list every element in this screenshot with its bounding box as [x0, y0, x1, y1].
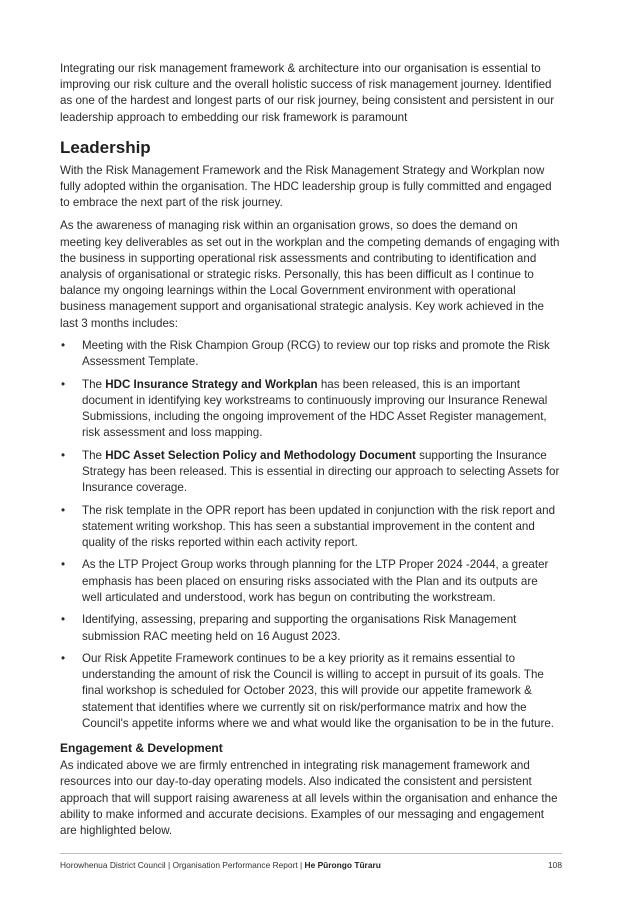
bullet-icon: •	[61, 613, 66, 627]
engagement-heading: Engagement & Development	[60, 741, 223, 756]
leadership-paragraph-1: With the Risk Management Framework and the Risk Management Strategy and Workplan now fully adopted within the organisation. The HDC leadership group is fully committed and engaged to embrace the next part of the risk journey.	[60, 163, 552, 210]
bullet-icon: •	[61, 448, 66, 462]
list-item: • Identifying, assessing, preparing and supporting the organisations Risk Management submission RAC meeting held on 16 August 2023.	[61, 613, 517, 643]
leadership-heading: Leadership	[60, 137, 151, 157]
bullet-icon: •	[61, 558, 66, 572]
leadership-paragraph-2: As the awareness of managing risk within an organisation grows, so does the demand on meeting key deliverables as set out in the workplan and the competing demands of engaging with the business in supporting operational risk assessments and contributing to identification and analysis of organisational or strategic risks. Personally, this has been difficult as I continue to balance my ongoing learnings within the Local Government environment with operational business management support and organisational strategic analysis. Key work achieved in the last 3 months includes:	[60, 219, 560, 330]
list-item: • Meeting with the Risk Champion Group (RCG) to review our top risks and promote the Risk Assessment Template.	[61, 338, 550, 369]
bullet-icon: •	[61, 652, 66, 666]
bullet-icon: •	[61, 503, 66, 517]
key-work-list	[60, 338, 560, 732]
list-item: • The HDC Asset Selection Policy and Methodology Document supporting the Insurance Strategy has been released. This is essential in directing our approach to selecting Assets for Insurance coverage.	[61, 448, 560, 495]
page-number: 108	[548, 860, 562, 870]
engagement-paragraph: As indicated above we are firmly entrenched in integrating risk management framework and resources into our day-to-day operating models. Also indicated the consistent and persistent approach that will support raising awareness at all levels within the organisation and enhance the ability to make informed and accurate decisions. Examples of our messaging and engagement are highlighted below.	[60, 759, 558, 837]
page-footer	[60, 860, 562, 871]
list-item: • The HDC Insurance Strategy and Workplan has been released, this is an important document in identifying key workstreams to continuously improving our Insurance Renewal Submissions, including the ongoing improvement of the HDC Asset Register management, risk assessment and loss mapping.	[61, 377, 548, 440]
footer-report-name: He Pūrongo Tūraru	[304, 860, 381, 870]
footer-divider	[60, 853, 562, 854]
list-item: • The risk template in the OPR report has been updated in conjunction with the risk report and statement writing workshop. This has seen a substantial improvement in the content and quality of the risks reported within each activity report.	[61, 503, 556, 549]
list-item: • As the LTP Project Group works through planning for the LTP Proper 2024 -2044, a greater emphasis has been placed on ensuring risks associated with the Plan and its outputs are well articulated and understood, work has begun on contributing the workstream.	[61, 558, 549, 604]
bold-document-title: HDC Asset Selection Policy and Methodology Document	[105, 448, 416, 462]
document-page	[60, 61, 560, 839]
bold-document-title: HDC Insurance Strategy and Workplan	[105, 377, 318, 391]
list-item: • Our Risk Appetite Framework continues to be a key priority as it remains essential to understanding the amount of risk the Council is willing to accept in pursuit of its goals. The final workshop is scheduled for October 2023, this will provide our appetite framework & statement that identifies where we currently sit on risk/performance matrix and how the Council's appetite informs where we and what would like the organisation to be in the future.	[61, 652, 555, 730]
bullet-icon: •	[61, 377, 66, 391]
footer-text: Horowhenua District Council | Organisation Performance Report |	[60, 860, 305, 870]
intro-paragraph: Integrating our risk management framework & architecture into our organisation is essential to improving our risk culture and the overall holistic success of risk management journey. Identified as one of the hardest and longest parts of our risk journey, being consistent and persistent in our leadership approach to embedding our risk framework is paramount	[60, 62, 555, 124]
bullet-icon: •	[61, 338, 66, 352]
